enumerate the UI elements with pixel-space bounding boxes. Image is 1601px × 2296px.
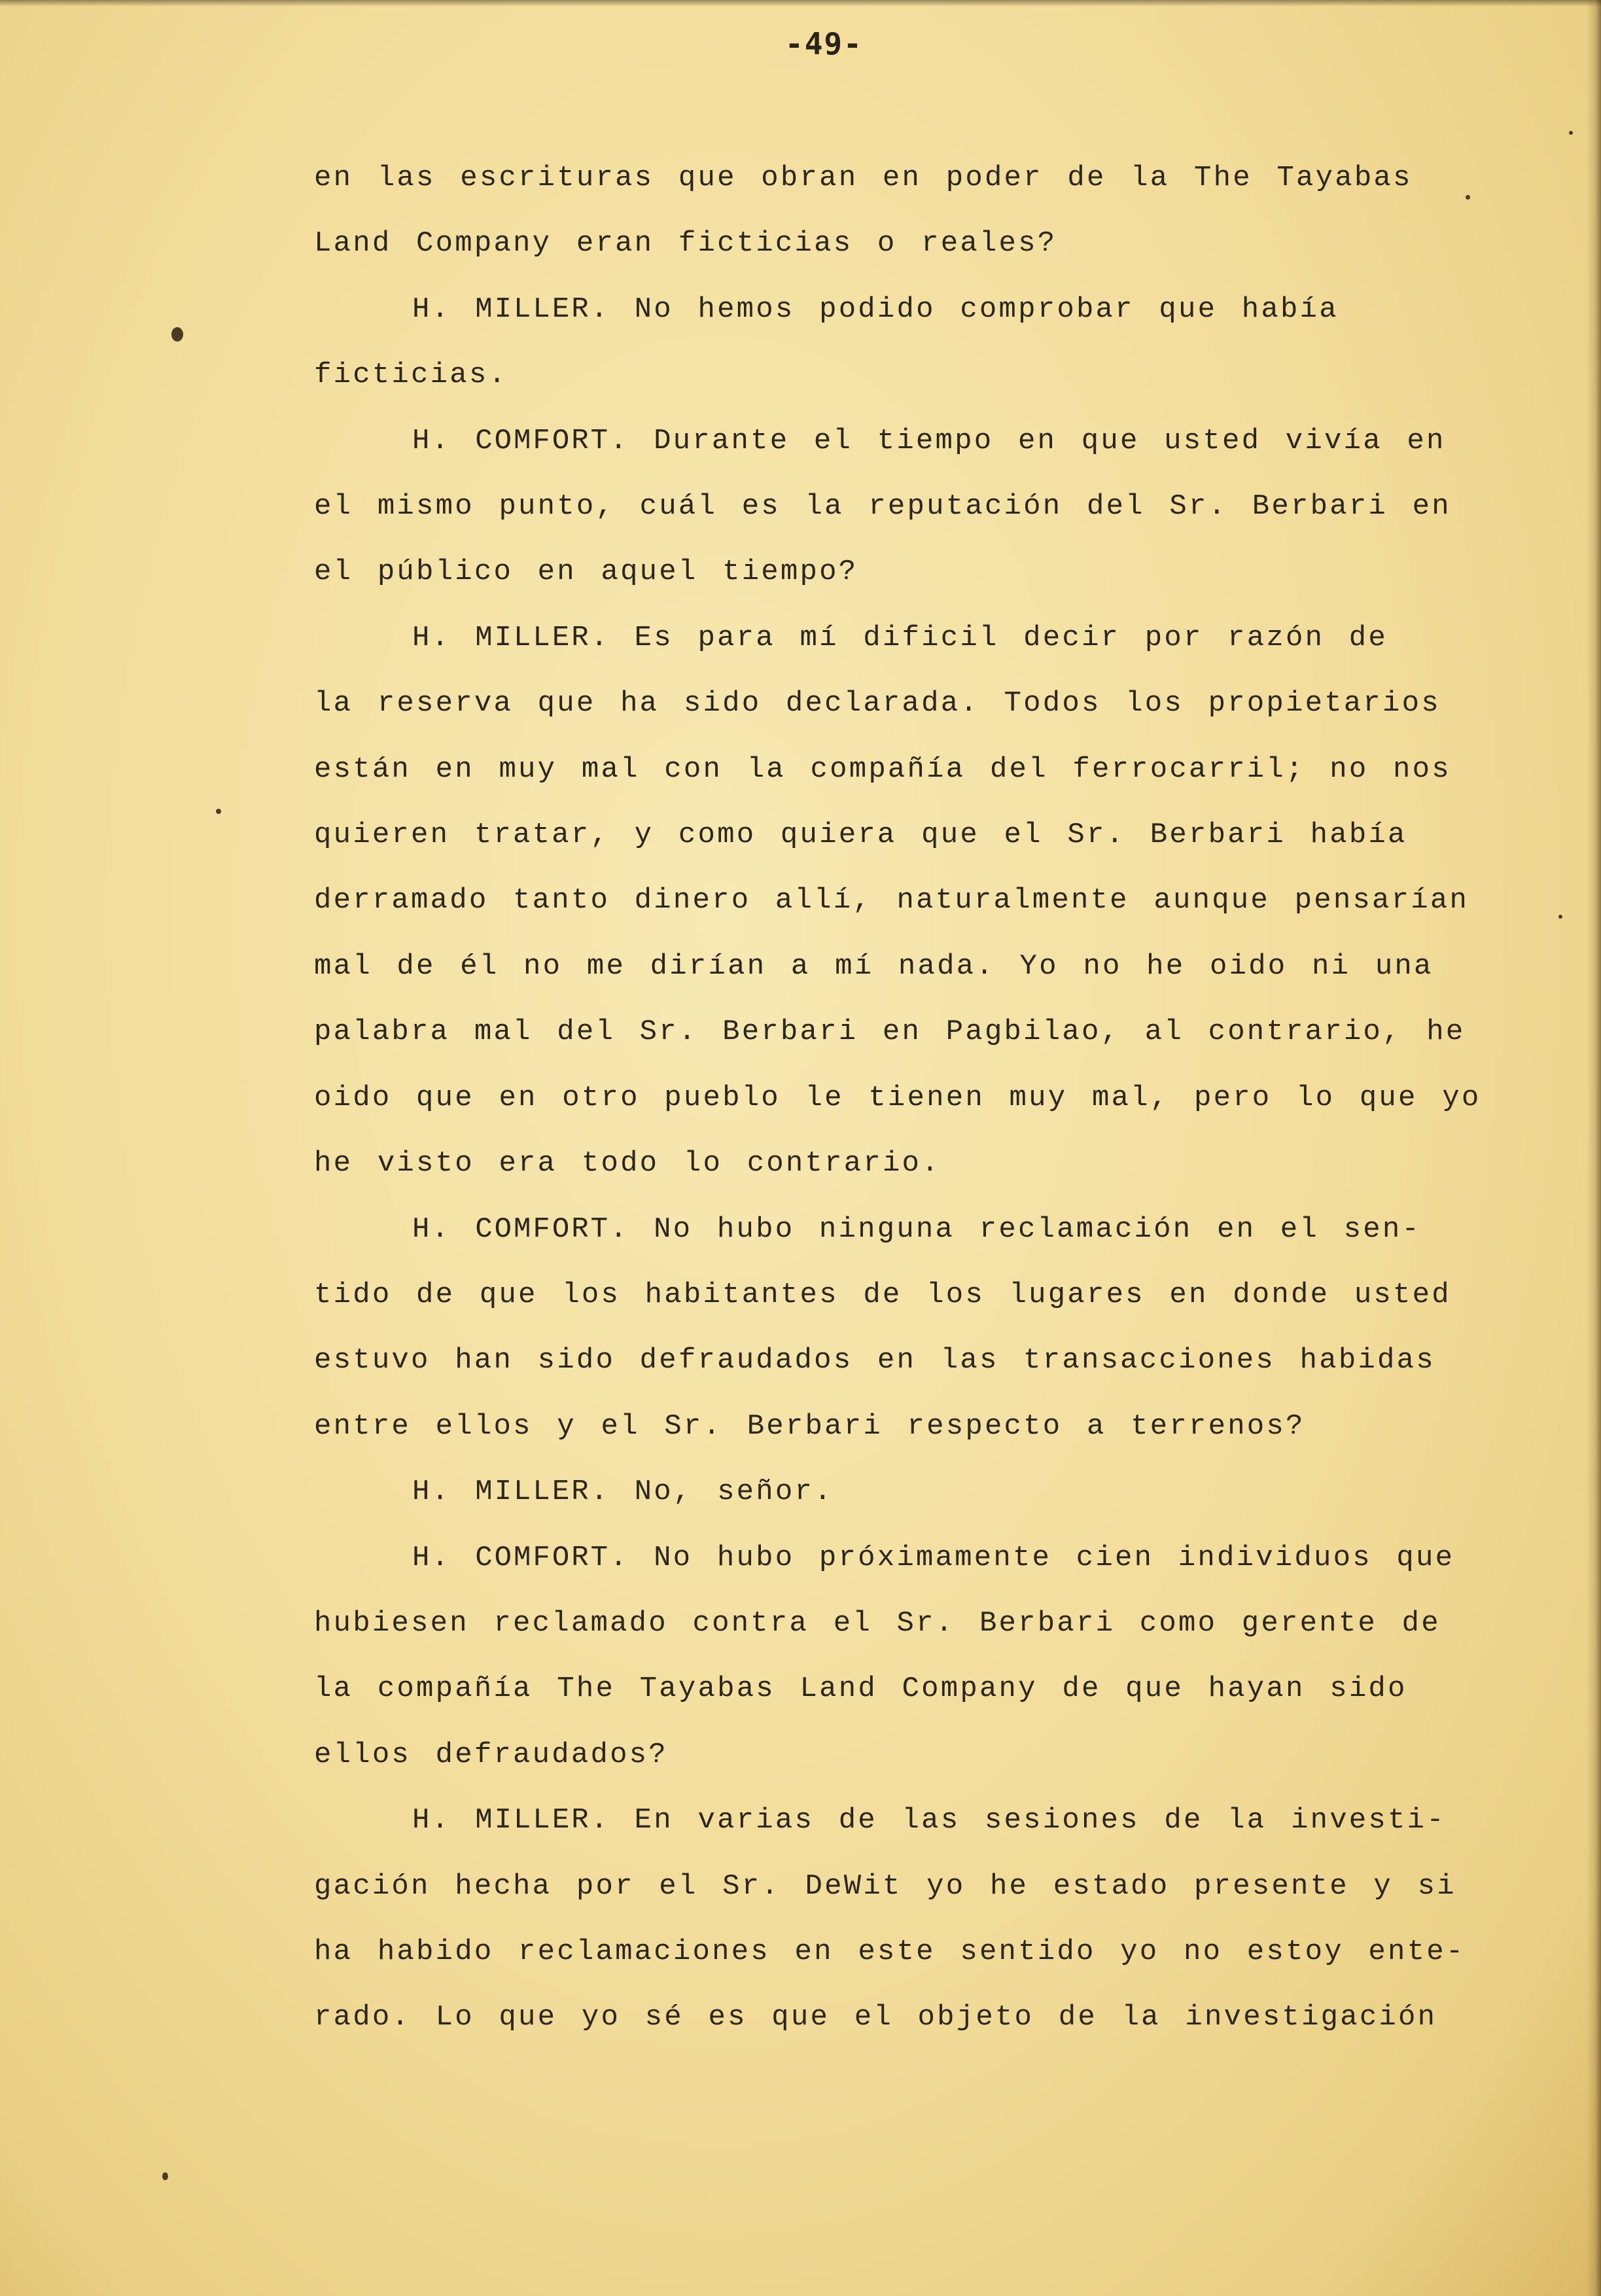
text-line xyxy=(314,1985,1485,2050)
line-text: entre ellos y el Sr. Berbari respecto a terrenos? xyxy=(314,1409,1305,1443)
text-line xyxy=(314,802,1485,868)
text-line xyxy=(314,342,1485,408)
text-line xyxy=(314,1459,1485,1525)
line-text: el mismo punto, cuál es la reputación del Sr. Berbari en xyxy=(314,490,1451,523)
text-line xyxy=(314,1328,1485,1393)
line-text: en las escrituras que obran en poder de la The Tayabas xyxy=(314,162,1413,194)
text-line xyxy=(314,999,1485,1065)
text-line xyxy=(314,474,1485,539)
text-line xyxy=(314,1591,1485,1656)
line-text: No hemos podido comprobar que había xyxy=(634,292,1339,326)
speaker-label: H. MILLER. xyxy=(412,1475,610,1509)
page-number: -49- xyxy=(785,26,863,62)
line-text: rado. Lo que yo sé es que el objeto de la investigación xyxy=(314,2001,1437,2034)
line-text: hubiesen reclamado contra el Sr. Berbari como gerente de xyxy=(314,1606,1441,1640)
continued-paragraph xyxy=(314,145,1485,277)
testimony-paragraph xyxy=(314,1197,1485,1460)
testimony-paragraph xyxy=(314,1788,1485,2051)
paper-speck xyxy=(1558,915,1562,919)
line-text: ellos defraudados? xyxy=(314,1738,668,1771)
line-text: ha habido reclamaciones en este sentido yo no estoy ente- xyxy=(314,1935,1466,1968)
text-line xyxy=(314,211,1485,276)
text-line xyxy=(314,1525,1485,1591)
line-text: Land Company eran ficticias o reales? xyxy=(314,227,1057,260)
testimony-paragraph xyxy=(314,1459,1485,1525)
text-line xyxy=(314,737,1485,802)
text-line xyxy=(314,934,1485,999)
line-text: palabra mal del Sr. Berbari en Pagbilao, al contrario, he xyxy=(314,1016,1466,1049)
text-line xyxy=(314,539,1485,605)
text-line xyxy=(314,1065,1485,1131)
line-text: están en muy mal con la compañía del ferrocarril; no nos xyxy=(314,752,1451,786)
line-text: gación hecha por el Sr. DeWit yo he estado presente y si xyxy=(314,1869,1456,1903)
text-line xyxy=(314,1788,1485,1853)
speaker-label: H. COMFORT. xyxy=(412,424,629,457)
text-line xyxy=(314,408,1485,474)
text-line xyxy=(314,1131,1485,1196)
line-text: quieren tratar, y como quiera que el Sr. Berbari había xyxy=(314,819,1407,852)
line-text: he visto era todo lo contrario. xyxy=(314,1147,941,1180)
speaker-label: H. MILLER. xyxy=(412,292,610,326)
line-text: Es para mí dificil decir por razón de xyxy=(634,621,1388,654)
line-text: derramado tanto dinero allí, naturalmente aunque pensarían xyxy=(314,884,1469,917)
text-line xyxy=(314,1854,1485,1919)
line-text: la reserva que ha sido declarada. Todos los propietarios xyxy=(314,687,1441,720)
line-text: el público en aquel tiempo? xyxy=(314,556,858,589)
line-text: la compañía The Tayabas Land Company de que hayan sido xyxy=(314,1672,1407,1706)
speaker-label: H. COMFORT. xyxy=(412,1212,629,1246)
testimony-paragraph xyxy=(314,277,1485,408)
line-text: mal de él no me dirían a mí nada. Yo no he oido ni una xyxy=(314,949,1434,983)
text-line xyxy=(314,605,1485,671)
paper-speck xyxy=(1569,131,1573,135)
line-text: No hubo próximamente cien individuos que xyxy=(654,1541,1455,1574)
line-text: No, señor. xyxy=(634,1475,834,1509)
testimony-paragraph xyxy=(314,605,1485,1197)
text-line xyxy=(314,868,1485,933)
speaker-label: H. MILLER. xyxy=(412,1804,610,1837)
text-line xyxy=(314,277,1485,342)
text-line xyxy=(314,1394,1485,1459)
line-text: estuvo han sido defraudados en las transacciones habidas xyxy=(314,1344,1435,1377)
transcript-body xyxy=(314,145,1485,2051)
text-line xyxy=(314,1197,1485,1262)
testimony-paragraph xyxy=(314,1525,1485,1788)
line-text: tido de que los habitantes de los lugares en donde usted xyxy=(314,1278,1451,1311)
text-line xyxy=(314,671,1485,736)
paper-speck xyxy=(162,2172,168,2180)
testimony-paragraph xyxy=(314,408,1485,605)
line-text: ficticias. xyxy=(314,359,508,392)
line-text: Durante el tiempo en que usted vivía en xyxy=(654,424,1446,457)
page-top-edge-shadow xyxy=(0,0,1601,7)
line-text: En varias de las sesiones de la investi- xyxy=(634,1804,1446,1837)
line-text: No hubo ninguna reclamación en el sen- xyxy=(654,1212,1422,1246)
text-line xyxy=(314,145,1485,211)
text-line xyxy=(314,1722,1485,1788)
speaker-label: H. COMFORT. xyxy=(412,1541,629,1574)
text-line xyxy=(314,1919,1485,1985)
paper-speck xyxy=(171,327,183,342)
speaker-label: H. MILLER. xyxy=(412,621,610,654)
page-right-edge-shadow xyxy=(1587,0,1601,2296)
paper-speck xyxy=(216,809,221,814)
text-line xyxy=(314,1262,1485,1328)
text-line xyxy=(314,1656,1485,1722)
line-text: oido que en otro pueblo le tienen muy mal, pero lo que yo xyxy=(314,1081,1481,1114)
